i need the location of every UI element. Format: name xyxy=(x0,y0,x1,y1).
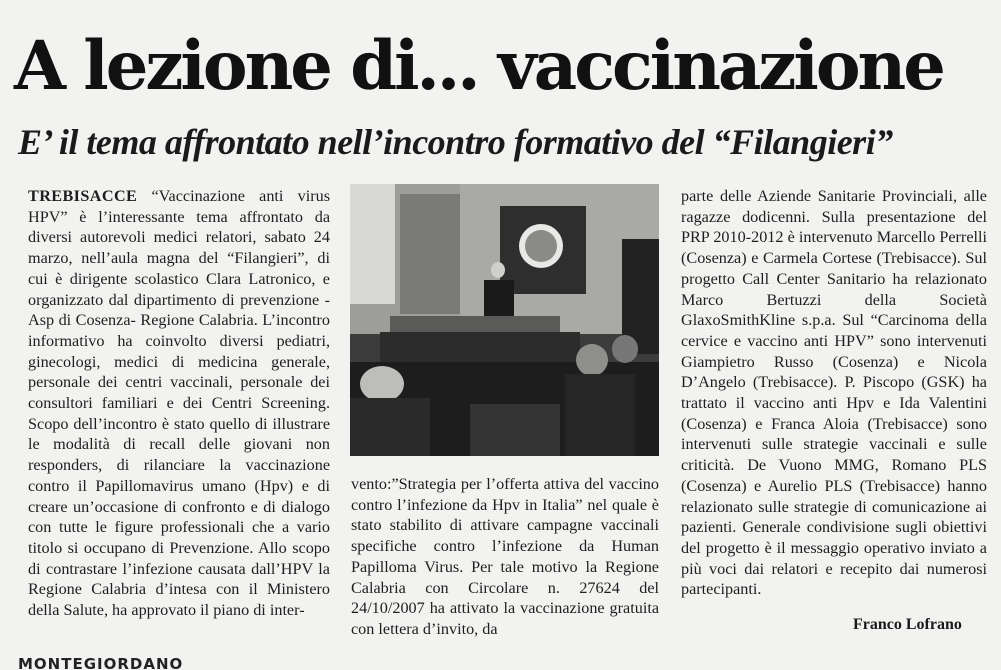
article-column-3 xyxy=(681,186,987,600)
dateline: TREBISACCE xyxy=(28,187,138,205)
column-3-text: parte delle Aziende Sanitarie Provinciali, alle ragazze dodicenni. Sulla presentazione del PRP 2010-2012 è intervenuto Marcello Perrelli (Cosenza) e Carmela Cortese (Trebisacce). Sul progetto Call Center Sanitario ha relazionato Marco Bertuzzi della Società GlaxoSmithKline s.p.a. Sul “Carcinoma della cervice e vaccino anti HPV” sono intervenuti Giampietro Russo (Cosenza) e Nicola D’Angelo (Trebisacce). P. Piscopo (GSK) ha trattato il vaccino anti Hpv e Ida Valentini (Cosenza) e Franca Aloia (Trebisacce) sono intervenuti sulle strategie vaccinali e sulle criticità. De Vuono MMG, Romano PLS (Cosenza) e Aurelio PLS (Trebisacce) hanno relazionato sulle strategie di comunicazione ai pazienti. Generale condivisione sugli obiettivi del progetto è il messaggio operativo inviato a più voci dai relatori e recepito dai numerosi partecipanti. xyxy=(681,187,987,599)
subheadline: E’ il tema affrontato nell’incontro formativo del “Filangieri” xyxy=(18,122,893,162)
next-section-label: MONTEGIORDANO xyxy=(18,655,184,670)
article-column-2 xyxy=(351,474,659,640)
article-column-1 xyxy=(28,186,330,621)
column-2-text: vento:”Strategia per l’offerta attiva del vaccino contro l’infezione da Hpv in Italia” nel quale è stato stabilito di attivare campagne vaccinali specifiche contro l’infezione da Human Papilloma Virus. Per tale motivo la Regione Calabria con Circolare n. 27624 del 24/10/2007 ha attivato la vaccinazione gratuita con lettera d’invito, da xyxy=(351,475,659,638)
headline: A lezione di... vaccinazione xyxy=(14,26,943,105)
column-1-text: “Vaccinazione anti virus HPV” è l’interessante tema affrontato da diversi autorevoli medici relatori, sabato 24 marzo, nell’aula magna del “Filangieri”, di cui è dirigente scolastico Clara Latronico, e organizzato dal dipartimento di prevenzione - Asp di Cosenza- Regione Calabria. L’incontro informativo ha coinvolto diversi pediatri, ginecologi, medici di medicina generale, personale dei centri vaccinali, personale dei consultori familiari e dei Centri Screening. Scopo dell’incontro è stato quello di illustrare le modalità di recall delle giovani non responders, di rilanciare la vaccinazione contro il Papillomavirus umano (Hpv) e di creare un’occasione di confronto e di dialogo con tutte le figure professionali che a vario titolo si occupano di Prevenzione. Allo scopo di contrastare l’infezione causata dall’HPV la Regione Calabria d’intesa con il Ministero della Salute, ha approvato il piano di inter- xyxy=(28,187,330,620)
byline: Franco Lofrano xyxy=(853,616,962,633)
event-photo xyxy=(350,184,659,456)
